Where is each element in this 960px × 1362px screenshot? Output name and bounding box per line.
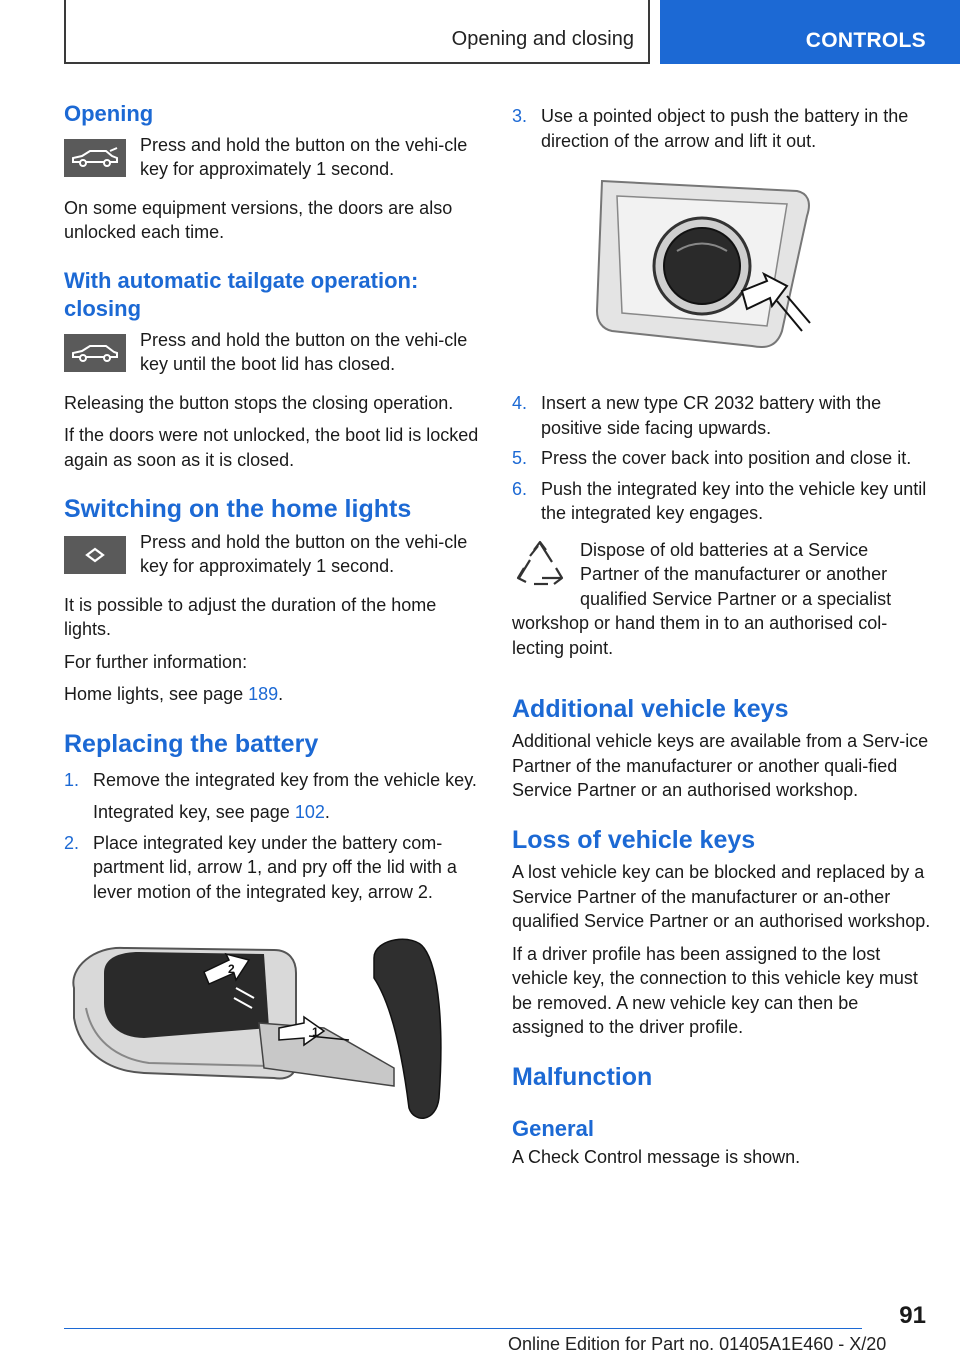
battery-steps-left (64, 768, 480, 905)
car-close-button-icon (64, 334, 126, 372)
step-6 (512, 477, 932, 526)
battery-disposal-note (512, 538, 932, 661)
tailgate-heading: With automatic tailgate operation: closing (64, 267, 419, 322)
step-number: 5. (512, 448, 528, 468)
opening-instruction (64, 133, 480, 182)
left-column (64, 100, 480, 1143)
battery-steps-right (512, 391, 932, 526)
home-lights-reference (64, 682, 480, 707)
battery-disposal-text: Dispose of old batteries at a Service Partner of the manufacturer or another qualified Service Partner or a specialist workshop or hand them in to an authorised col-lecting point. (512, 539, 892, 658)
home-lights-note: It is possible to adjust the duration of the home lights. (64, 594, 437, 640)
opening-text: Press and hold the button on the vehi-cle key for approximately 1 second. (140, 134, 468, 180)
loss-keys-text-2: If a driver profile has been assigned to the lost vehicle key, the connection to this vehicle key must be removed. A new vehicle key can then be assigned to the driver profile. (512, 943, 918, 1037)
chapter-label: CONTROLS (805, 29, 926, 52)
step-number: 4. (512, 393, 528, 413)
header-section-box (64, 0, 650, 64)
step-number: 3. (512, 106, 528, 126)
step-number: 6. (512, 478, 528, 499)
step-5 (512, 446, 932, 471)
tailgate-instruction (64, 328, 480, 377)
vehicle-key-pry-illustration (64, 928, 480, 1138)
step-text: Push the integrated key into the vehicle key until the integrated key engages. (541, 478, 927, 523)
home-lights-instruction (64, 530, 480, 579)
step-text: Use a pointed object to push the battery in the direction of the arrow and lift it out. (541, 106, 909, 151)
battery-removal-illustration (582, 171, 822, 371)
step-number: 1. (64, 769, 80, 790)
integrated-key-ref-end: . (324, 802, 330, 823)
malfunction-heading: Malfunction (512, 1062, 653, 1091)
home-lights-heading: Switching on the home lights (64, 495, 412, 524)
arrow-1-label: 1 (312, 1025, 319, 1040)
home-lights-page-link[interactable]: 189 (248, 684, 279, 705)
battery-heading: Replacing the battery (64, 729, 319, 758)
general-text: A Check Control message is shown. (512, 1147, 801, 1168)
general-heading: General (512, 1115, 594, 1141)
additional-keys-heading: Additional vehicle keys (512, 695, 789, 723)
home-lights-text: Press and hold the button on the vehi-cle key for approximately 1 second. (140, 531, 468, 577)
opening-note: On some equipment versions, the doors are also unlocked each time. (64, 197, 453, 243)
step-text: Place integrated key under the battery com-partment lid, arrow 1, and pry off the lid with a lever motion of the integrated key, arrow 2. (93, 832, 457, 902)
integrated-key-ref-label: Integrated key, see page (93, 802, 295, 823)
arrow-2-label: 2 (228, 962, 235, 977)
step-text: Press the cover back into position and close it. (541, 448, 912, 468)
home-ref-label: Home lights, see page (64, 684, 249, 705)
car-open-button-icon (64, 139, 126, 177)
chapter-tab[interactable] (660, 0, 960, 64)
loss-keys-text: A lost vehicle key can be blocked and replaced by a Service Partner of the manufacturer or an-other qualified Service Partner or an authorised workshop. (512, 862, 931, 931)
right-column (512, 100, 932, 1170)
edition-text: Online Edition for Part no. 01405A1E460 - X/20 (508, 1334, 887, 1354)
tailgate-note-2: If the doors were not unlocked, the boot lid is locked again as soon as it is closed. (64, 425, 479, 470)
integrated-key-reference (93, 800, 480, 825)
further-info: For further information: (64, 651, 248, 672)
integrated-key-page-link[interactable]: 102 (294, 802, 325, 823)
step-3 (512, 104, 932, 153)
loss-keys-heading: Loss of vehicle keys (512, 825, 756, 854)
step-number: 2. (64, 832, 80, 853)
step-text: Insert a new type CR 2032 battery with the positive side facing upwards. (541, 393, 882, 438)
additional-keys-text: Additional vehicle keys are available from a Serv-ice Partner of the manufacturer or another quali-fied Service Partner or an authorised workshop. (512, 731, 929, 801)
step-2 (64, 831, 480, 905)
recycle-icon (512, 538, 568, 594)
page-number: 91 (899, 1302, 926, 1329)
tailgate-note-1: Releasing the button stops the closing operation. (64, 392, 454, 413)
step-4 (512, 391, 932, 440)
footer-divider (64, 1328, 862, 1329)
home-lights-button-icon (64, 536, 126, 574)
tailgate-text: Press and hold the button on the vehi-cle key until the boot lid has closed. (140, 329, 468, 375)
section-title: Opening and closing (451, 28, 634, 50)
opening-heading: Opening (64, 101, 154, 126)
step-1 (64, 768, 480, 825)
step-text: Remove the integrated key from the vehicle key. (93, 769, 477, 790)
home-ref-end: . (278, 684, 284, 705)
